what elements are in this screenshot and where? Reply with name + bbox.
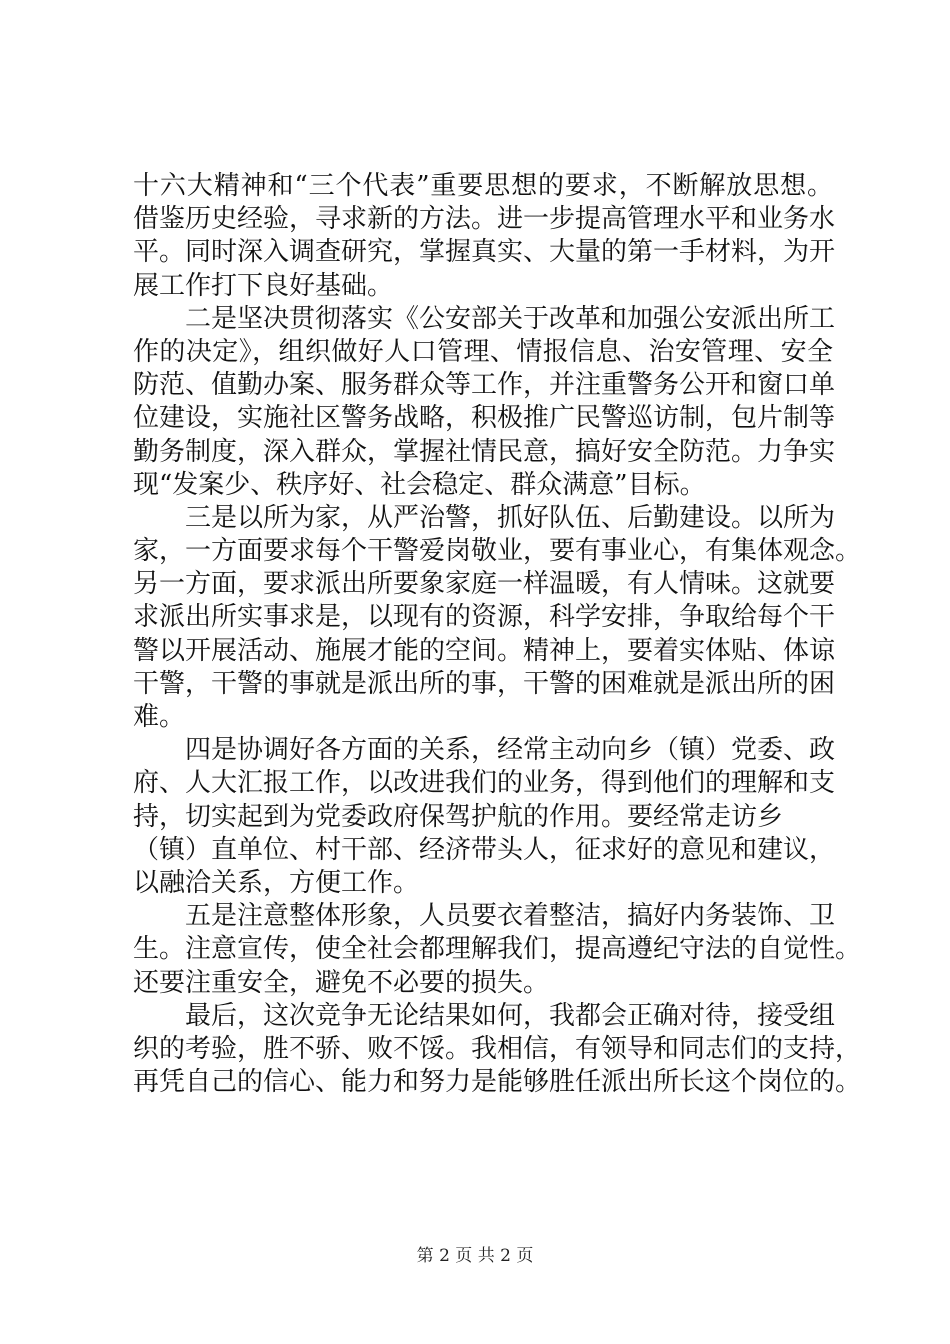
text-line: 求派出所实事求是，以现有的资源，科学安排，争取给每个干 [133, 602, 836, 633]
text-line: 府、人大汇报工作，以改进我们的业务，得到他们的理解和支 [133, 768, 836, 799]
text-line: 难。 [133, 702, 186, 732]
text-line: 勤务制度，深入群众，掌握社情民意，搞好安全防范。力争实 [133, 436, 836, 467]
text-line: 警以开展活动、施展才能的空间。精神上，要着实体贴、体谅 [133, 635, 836, 666]
text-line: 展工作打下良好基础。 [133, 270, 394, 301]
text-line: （镇）直单位、村干部、经济带头人，征求好的意见和建议， [133, 834, 836, 865]
paragraph-start-line: 最后，这次竞争无论结果如何，我都会正确对待，接受组 [185, 1000, 836, 1031]
document-body [133, 170, 862, 1099]
text-line: 位建设，实施社区警务战略，积极推广民警巡访制，包片制等 [133, 403, 836, 434]
text-line: 以融洽关系，方便工作。 [133, 867, 420, 898]
text-line: 干警，干警的事就是派出所的事，干警的困难就是派出所的困 [133, 668, 836, 699]
paragraph-start-line: 四是协调好各方面的关系，经常主动向乡（镇）党委、政 [185, 735, 836, 766]
text-line: 借鉴历史经验，寻求新的方法。进一步提高管理水平和业务水 [133, 204, 836, 235]
text-line: 另一方面，要求派出所要象家庭一样温暖，有人情味。这就要 [133, 569, 836, 600]
text-line: 还要注重安全，避免不必要的损失。 [133, 967, 550, 998]
text-line: 生。注意宣传，使全社会都理解我们，提高遵纪守法的自觉性。 [133, 934, 862, 965]
paragraph-start-line: 二是坚决贯彻落实《公安部关于改革和加强公安派出所工 [185, 303, 836, 334]
paragraph-start-line: 五是注意整体形象，人员要衣着整洁，搞好内务装饰、卫 [185, 901, 836, 932]
text-line: 作的决定》，组织做好人口管理、情报信息、治安管理、安全 [133, 336, 833, 367]
text-line: 织的考验，胜不骄、败不馁。我相信，有领导和同志们的支持， [133, 1033, 862, 1064]
text-line: 持，切实起到为党委政府保驾护航的作用。要经常走访乡 [133, 801, 784, 832]
page-number-label: 第 2 页 共 2 页 [416, 1246, 534, 1266]
text-line: 防范、值勤办案、服务群众等工作，并注重警务公开和窗口单 [133, 370, 836, 401]
paragraph-start-line: 三是以所为家，从严治警，抓好队伍、后勤建设。以所为 [185, 502, 836, 533]
text-line: 平。同时深入调查研究，掌握真实、大量的第一手材料，为开 [133, 237, 836, 268]
page-footer [0, 1245, 950, 1267]
text-line: 再凭自己的信心、能力和努力是能够胜任派出所长这个岗位的。 [133, 1067, 862, 1098]
text-line: 十六大精神和“三个代表”重要思想的要求，不断解放思想。 [133, 171, 833, 201]
text-line: 家，一方面要求每个干警爱岗敬业，要有事业心，有集体观念。 [133, 536, 862, 567]
text-line: 现“发案少、秩序好、社会稳定、群众满意”目标。 [133, 469, 706, 500]
